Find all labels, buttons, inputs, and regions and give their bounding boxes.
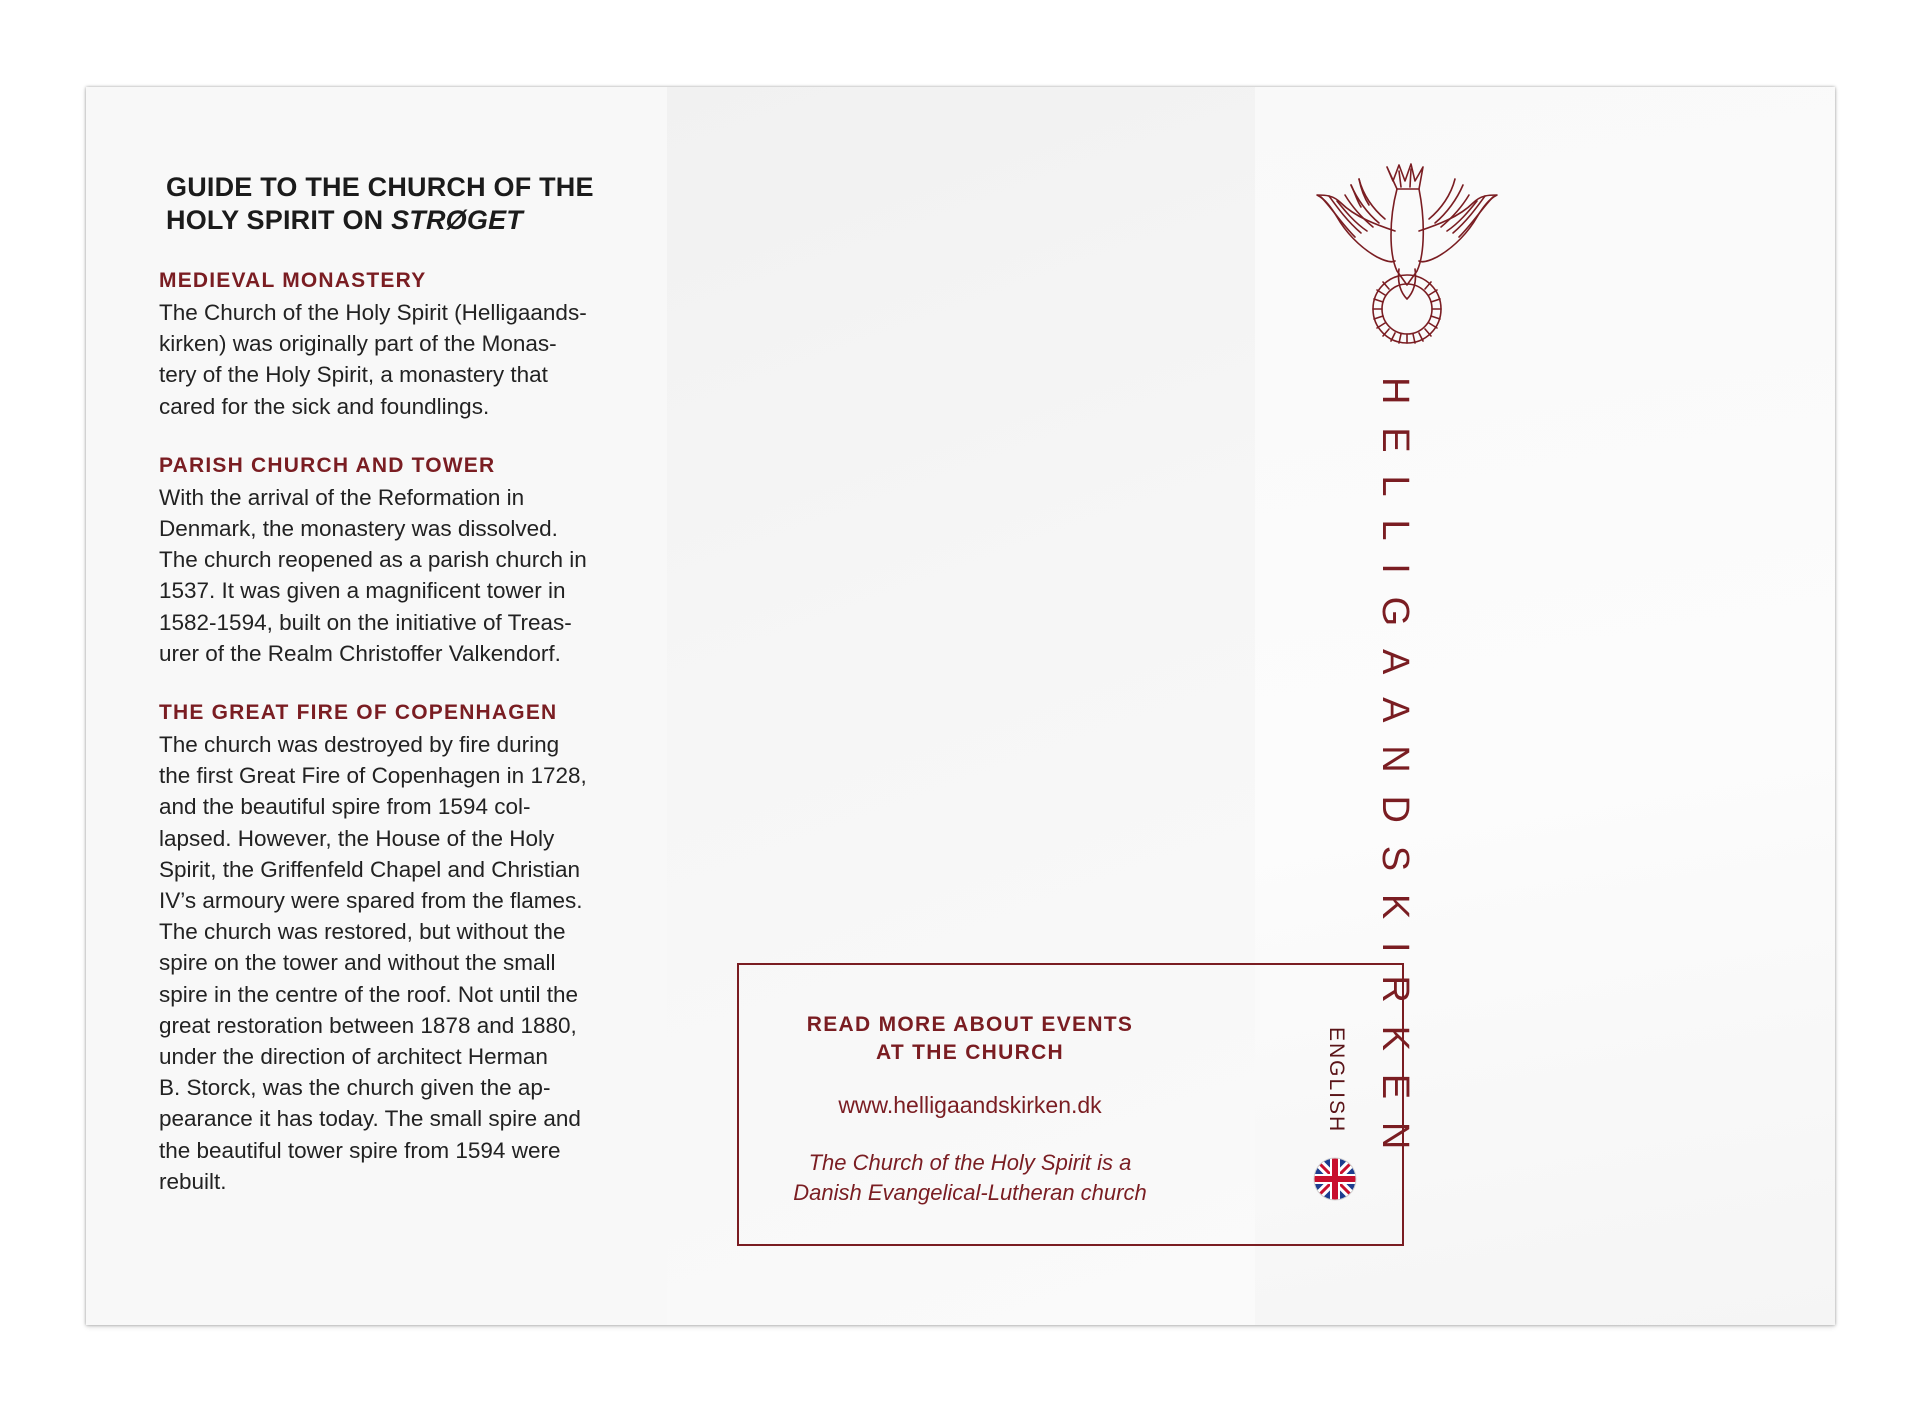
section-heading: MEDIEVAL MONASTERY — [159, 269, 427, 292]
events-info-box — [737, 963, 1404, 1246]
section-body: The Church of the Holy Spirit (Helligaands- kirken) was originally part of the Monas- tery of the Holy Spirit, a monastery that cared for the sick and foundlings. — [159, 300, 587, 419]
website-link[interactable]: www.helligaandskirken.dk — [838, 1092, 1102, 1118]
guide-title-line2-prefix: HOLY SPIRIT ON — [166, 205, 392, 235]
section-heading: PARISH CHURCH AND TOWER — [159, 453, 496, 477]
language-label: ENGLISH — [1325, 1027, 1348, 1134]
guide-title-emphasis: STRØGET — [391, 205, 523, 235]
guide-sections — [159, 267, 619, 1227]
church-description-line2: Danish Evangelical-Lutheran church — [793, 1180, 1147, 1205]
guide-title-line2 — [166, 204, 594, 237]
section-parish-church — [159, 452, 619, 669]
church-name-vertical: HELLIGAANDSKIRKEN — [1374, 377, 1416, 1173]
church-description — [739, 1148, 1201, 1208]
church-description-line1: The Church of the Holy Spirit is a — [808, 1150, 1132, 1175]
section-medieval-monastery — [159, 267, 619, 422]
guide-title — [166, 171, 594, 237]
section-body: The church was destroyed by fire during the first Great Fire of Copenhagen in 1728, and the beautiful spire from 1594 col- lapsed. However, the House of the Holy Spirit, the Griffenfeld Chapel and Christian IV’s armoury were spared from the flames. The church was restored, but without the spire on the tower and without the small spire in the centre of the roof. Not until the great restoration between 1878 and 1880, under the direction of architect Herman B. Storck, was the church given the ap- pearance it has today. The small spire and the beautiful tower spire from 1594 were rebuilt. — [159, 732, 587, 1194]
section-heading: THE GREAT FIRE OF COPENHAGEN — [159, 701, 558, 725]
events-heading — [739, 1011, 1201, 1067]
section-body: With the arrival of the Reformation in Denmark, the monastery was dissolved. The church reopened as a parish church in 1537. It was given a magnificent tower in 1582-1594, built on the initiative of Treas- urer of the Realm Christoffer Valkendorf. — [159, 484, 587, 666]
section-great-fire — [159, 699, 619, 1197]
holy-spirit-dove-icon — [1315, 159, 1499, 349]
uk-flag-icon — [1313, 1157, 1357, 1201]
events-heading-line2: AT THE CHURCH — [876, 1041, 1064, 1064]
brochure-spread — [86, 87, 1835, 1325]
events-heading-line1: READ MORE ABOUT EVENTS — [806, 1013, 1134, 1036]
guide-title-line1: GUIDE TO THE CHURCH OF THE — [166, 172, 594, 202]
